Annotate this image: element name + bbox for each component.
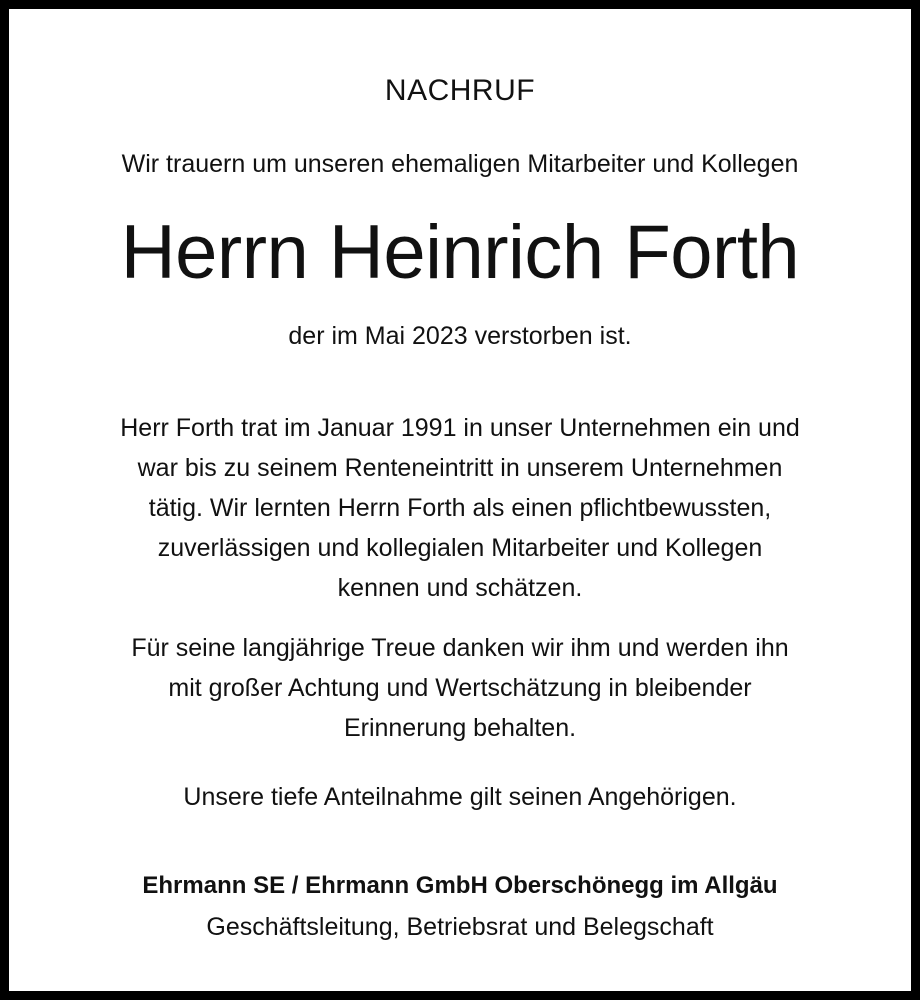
paragraph-line: war bis zu seinem Renteneintritt in unserem Unternehmen xyxy=(137,454,783,482)
paragraph-line: mit großer Achtung und Wertschätzung in bleibender xyxy=(168,674,752,702)
death-date-text: der im Mai 2023 verstorben ist. xyxy=(288,322,632,350)
paragraph-line: Unsere tiefe Anteilnahme gilt seinen Angehörigen. xyxy=(183,783,737,811)
notice-heading: NACHRUF xyxy=(384,74,536,107)
paragraph-line: Erinnerung behalten. xyxy=(343,714,577,742)
company-name: Ehrmann SE / Ehrmann GmbH Oberschönegg im Allgäu xyxy=(142,872,778,899)
paragraph-line: kennen und schätzen. xyxy=(337,574,583,602)
paragraph-condolence xyxy=(9,777,911,817)
signatories: Geschäftsleitung, Betriebsrat und Belegschaft xyxy=(206,913,714,941)
paragraph-career xyxy=(9,408,911,608)
paragraph-gratitude xyxy=(9,628,911,748)
paragraph-line: tätig. Wir lernten Herrn Forth als einen pflichtbewussten, xyxy=(148,494,772,522)
paragraph-line: Für seine langjährige Treue danken wir ihm und werden ihn xyxy=(131,634,789,662)
deceased-name: Herrn Heinrich Forth xyxy=(120,210,800,295)
intro-text: Wir trauern um unseren ehemaligen Mitarbeiter und Kollegen xyxy=(121,150,799,178)
paragraph-line: Herr Forth trat im Januar 1991 in unser Unternehmen ein und xyxy=(120,414,800,442)
paragraph-line: zuverlässigen und kollegialen Mitarbeiter und Kollegen xyxy=(157,534,763,562)
